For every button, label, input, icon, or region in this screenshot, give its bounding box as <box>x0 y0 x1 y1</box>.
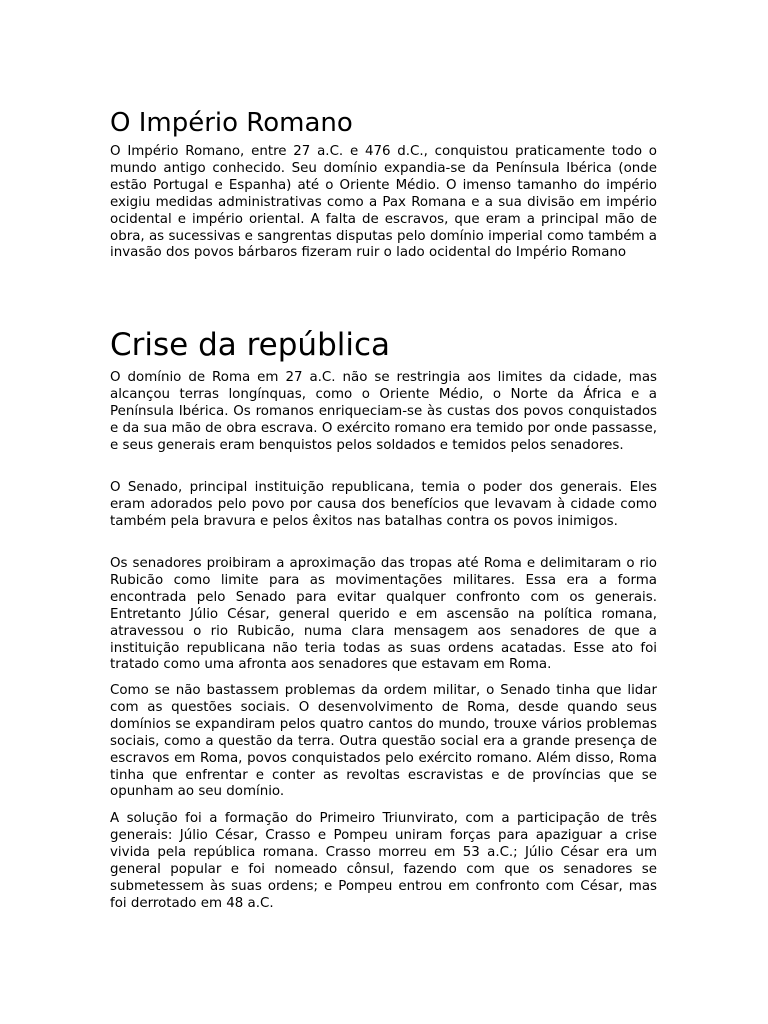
body-paragraph: O Senado, principal instituição republicana, temia o poder dos generais. Eles eram adorados pelo povo por causa dos benefícios que levavam à cidade como também pela bravura e pelos êxitos nas batalhas contra os povos inimigos. <box>110 480 657 529</box>
body-paragraph: Como se não bastassem problemas da ordem militar, o Senado tinha que lidar com as questões sociais. O desenvolvimento de Roma, desde quando seus domínios se expandiram pelos quatro cantos do mundo, trouxe vários problemas sociais, como a questão da terra. Outra questão social era a grande presença de escravos em Roma, povos conquistados pelo exército romano. Além disso, Roma tinha que enfrentar e conter as revoltas escravistas e de províncias que se opunham ao seu domínio. <box>110 683 657 800</box>
section-heading: Crise da república <box>110 327 391 363</box>
intro-paragraph: O Império Romano, entre 27 a.C. e 476 d.C., conquistou praticamente todo o mundo antigo conhecido. Seu domínio expandia-se da Península Ibérica (onde estão Portugal e Espanha) até o Oriente Médio. O imenso tamanho do império exigiu medidas administrativas como a Pax Romana e a sua divisão em império ocidental e império oriental. A falta de escravos, que eram a principal mão de obra, as sucessivas e sangrentas disputas pelo domínio imperial como também a invasão dos povos bárbaros fizeram ruir o lado ocidental do Império Romano <box>110 144 657 261</box>
body-paragraph: Os senadores proibiram a aproximação das tropas até Roma e delimitaram o rio Rubicão como limite para as movimentações militares. Essa era a forma encontrada pelo Senado para evitar qualquer confronto com os generais. Entretanto Júlio César, general querido e em ascensão na política romana, atravessou o rio Rubicão, numa clara mensagem aos senadores de que a instituição republicana não teria todas as suas ordens acatadas. Esse ato foi tratado como uma afronta aos senadores que estavam em Roma. <box>110 556 657 673</box>
page-title: O Império Romano <box>110 108 353 138</box>
body-paragraph: O domínio de Roma em 27 a.C. não se restringia aos limites da cidade, mas alcançou terras longínquas, como o Oriente Médio, o Norte da África e a Península Ibérica. Os romanos enriqueciam-se às custas dos povos conquistados e da sua mão de obra escrava. O exército romano era temido por onde passasse, e seus generais eram benquistos pelos soldados e temidos pelos senadores. <box>110 370 657 453</box>
body-paragraph: A solução foi a formação do Primeiro Triunvirato, com a participação de três generais: Júlio César, Crasso e Pompeu uniram forças para apaziguar a crise vivida pela república romana. Crasso morreu em 53 a.C.; Júlio César era um general popular e foi nomeado cônsul, fazendo com que os senadores se submetessem às suas ordens; e Pompeu entrou em confronto com César, mas foi derrotado em 48 a.C. <box>110 811 657 911</box>
